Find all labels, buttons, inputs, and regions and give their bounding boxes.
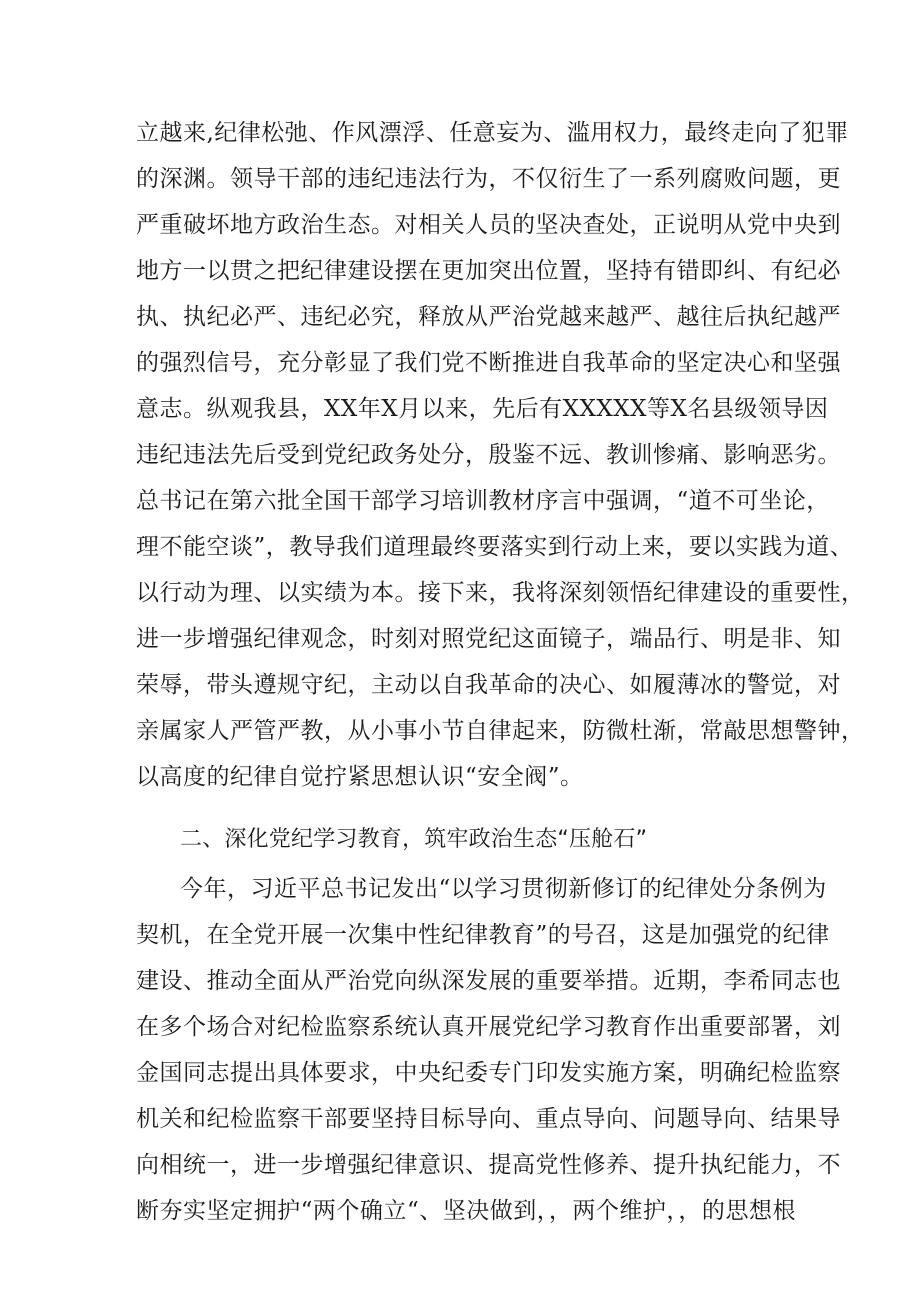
text-line: 机关和纪检监察干部要坚持目标导向、重点导向、问题导向、结果导	[136, 1106, 841, 1132]
text-line: 总书记在第六批全国干部学习培训教材序言中强调，“道不可坐论，	[136, 488, 830, 514]
text-line: 荣辱，带头遵规守纪，主动以自我革命的决心、如履薄冰的警觉，对	[136, 672, 841, 698]
text-line: 地方一以贯之把纪律建设摆在更加突出位置，坚持有错即纠、有纪必	[136, 258, 841, 284]
text-line: 的强烈信号，充分彰显了我们党不断推进自我革命的坚定决心和坚强	[136, 350, 841, 376]
text-line: 建设、推动全面从严治党向纵深发展的重要举措。近期，李希同志也	[136, 968, 841, 994]
text-line: 向相统一，进一步增强纪律意识、提高党性修养、提升执纪能力，不	[136, 1152, 841, 1178]
text-line: 断夯实坚定拥护“两个确立“、坚决做到，，两个维护，，的思想根	[136, 1198, 796, 1224]
text-line: 立越来,纪律松弛、作风漂浮、任意妄为、滥用权力，最终走向了犯罪	[136, 120, 849, 146]
text-line: 亲属家人严管严教，从小事小节自律起来，防微杜渐，常敲思想警钟，	[136, 718, 865, 744]
text-line: 严重破坏地方政治生态。对相关人员的坚决查处，正说明从党中央到	[136, 212, 841, 238]
text-line: 契机，在全党开展一次集中性纪律教育”的号召，这是加强党的纪律	[136, 922, 830, 948]
text-line: 进一步增强纪律观念，时刻对照党纪这面镜子，端品行、明是非、知	[136, 626, 841, 652]
text-line: 今年，习近平总书记发出“以学习贯彻新修订的纪律处分条例为	[180, 876, 827, 902]
section-heading: 二、深化党纪学习教育，筑牢政治生态“压舱石”	[180, 827, 648, 852]
text-line: 金国同志提出具体要求，中央纪委专门印发实施方案，明确纪检监察	[136, 1060, 841, 1086]
text-line: 在多个场合对纪检监察系统认真开展党纪学习教育作出重要部署，刘	[136, 1014, 841, 1040]
text-line: 违纪违法先后受到党纪政务处分，殷鉴不远、教训惨痛、影响恶劣。	[136, 442, 841, 468]
text-line: 以行动为理、以实绩为本。接下来，我将深刻领悟纪律建设的重要性，	[136, 580, 865, 606]
text-line: 的深渊。领导干部的违纪违法行为，不仅衍生了一系列腐败问题，更	[136, 166, 841, 192]
text-line: 执、执纪必严、违纪必究，释放从严治党越来越严、越往后执纪越严	[136, 304, 841, 330]
text-line: 意志。纵观我县，XX年X月以来，先后有XXXXX等X名县级领导因	[136, 396, 829, 422]
text-line: 以高度的纪律自觉拧紧思想认识“安全阀”。	[136, 764, 584, 790]
text-line: 理不能空谈”，教导我们道理最终要落实到行动上来，要以实践为道、	[136, 534, 854, 560]
